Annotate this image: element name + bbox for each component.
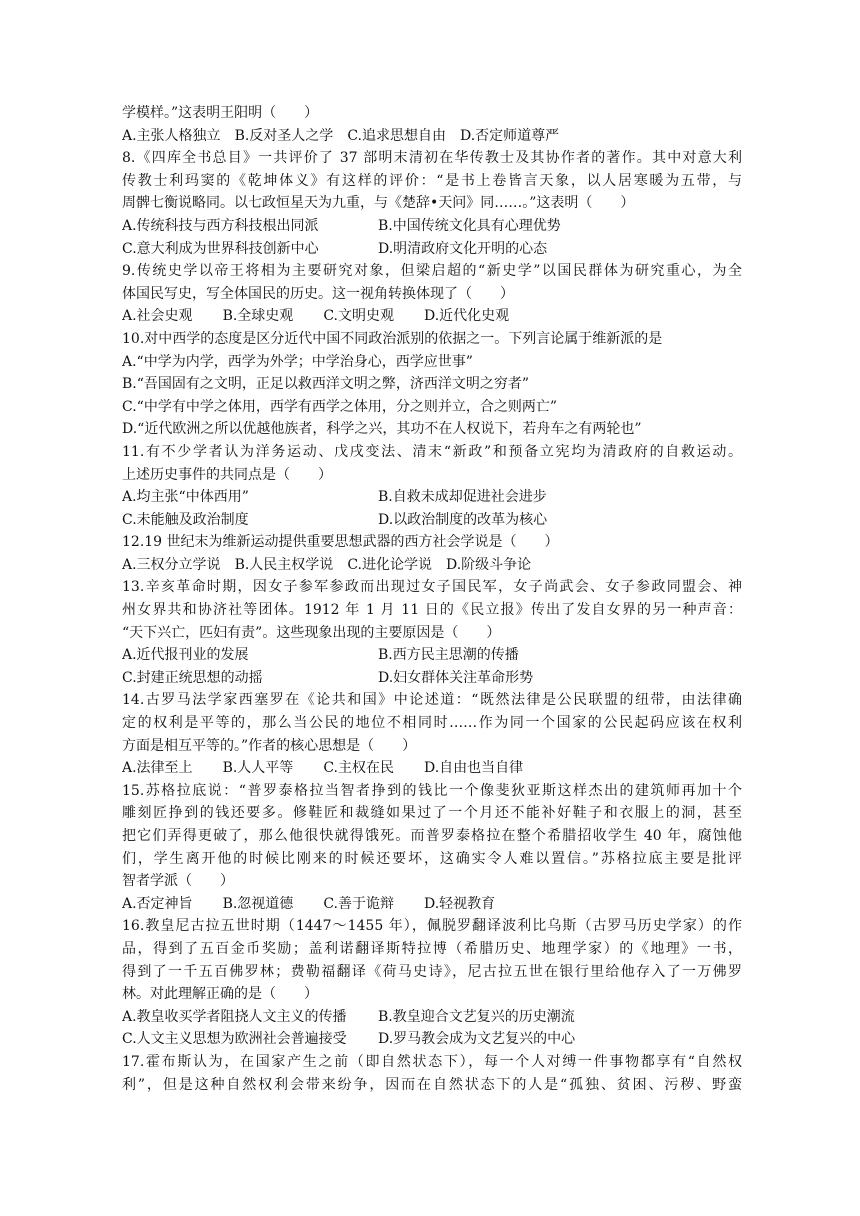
q12-option-a: A.三权分立学说 — [122, 556, 221, 573]
q15-option-d: D.轻视教育 — [423, 895, 496, 912]
q16-stem-line: 得到了一千五百佛罗林；费勒福翻译《荷马史诗》，尼古拉五世在银行里给他存入了一万佛罗 — [122, 963, 742, 980]
q8-option-c: C.意大利成为世界科技创新中心 — [122, 240, 319, 257]
q16-stem-line: 品，得到了五百金币奖励；盖利诺翻译斯特拉博（希腊历史、地理学家）的《地理》一书， — [122, 940, 742, 957]
q11-option-b: B.自救未成却促进社会进步 — [378, 489, 547, 506]
q8-option-a: A.传统科技与西方科技根出同派 — [122, 217, 319, 234]
q8-stem-line: 传教士利玛窦的《乾坤体义》有这样的评价：“是书上卷皆言天象，以人居寒暖为五带，与 — [122, 172, 742, 189]
q11-option-c: C.未能触及政治制度 — [122, 511, 249, 528]
q17-stem-line: 17.霍布斯认为，在国家产生之前（即自然状态下），每一个人对缚一件事物都享有“自然权 — [122, 1053, 742, 1070]
q15-option-a: A.否定神旨 — [122, 895, 193, 912]
q16-option-a: A.教皇收买学者阻挠人文主义的传播 — [122, 1008, 347, 1025]
q7-stem-line: 学模样。”这表明王阳明（ ） — [122, 105, 319, 121]
q16-option-c: C.人文主义思想为欧洲社会普遍接受 — [122, 1031, 347, 1048]
q16-stem-line: 林。对此理解正确的是（ ） — [122, 986, 318, 1003]
q14-option-b: B.人人平等 — [222, 760, 294, 777]
q15-stem-line: 15.苏格拉底说：“普罗泰格拉当智者挣到的钱比一个像斐狄亚斯这样杰出的建筑师再加十个 — [122, 782, 742, 799]
q15-option-b: B.忽视道德 — [222, 895, 294, 912]
q12-option-d: D.阶级斗争论 — [445, 556, 532, 573]
q10-option-d: D.“近代欧洲之所以优越他族者，科学之兴，其功不在人权说下，若舟车之有两轮也” — [122, 421, 642, 438]
q13-option-c: C.封建正统思想的动摇 — [122, 669, 263, 686]
q11-stem-line: 11.有不少学者认为洋务运动、戊戌变法、清末“新政”和预备立宪均为清政府的自救运动。 — [122, 443, 742, 460]
q14-option-a: A.法律至上 — [122, 760, 193, 777]
q13-option-d: D.妇女群体关注革命形势 — [378, 669, 534, 686]
q11-options-row — [122, 486, 742, 509]
q15-stem-line: 把它们弄得更破了，那么他很快就得饿死。而普罗泰格拉在整个希腊招收学生 40 年，腐蚀他 — [122, 828, 742, 844]
q9-stem-line: 9.传统史学以帝王将相为主要研究对象，但梁启超的“新史学”以国民群体为研究重心，为全 — [122, 263, 742, 280]
exam-page — [122, 102, 742, 1096]
q16-options-row — [122, 1028, 742, 1051]
q13-stem-line: 州女界共和协济社等团体。1912 年 1 月 11 日的《民立报》传出了发自女界的另一种声音： — [122, 602, 742, 619]
q9-option-c: C.文明史观 — [323, 308, 394, 325]
q14-stem-line: 14.古罗马法学家西塞罗在《论共和国》中论述道：“既然法律是公民联盟的纽带，由法律确 — [122, 692, 742, 709]
q8-option-b: B.中国传统文化具有心理优势 — [378, 217, 561, 234]
q12-option-b: B.人民主权学说 — [234, 556, 334, 573]
q9-option-b: B.全球史观 — [222, 308, 294, 325]
q13-stem-line: 13.辛亥革命时期，因女子参军参政而出现过女子国民军，女子尚武会、女子参政同盟会、神 — [122, 579, 742, 596]
q9-options — [122, 305, 742, 328]
q7-option-c: C.追求思想自由 — [347, 127, 446, 144]
q8-options-row — [122, 215, 742, 238]
q7-option-d: D.否定师道尊严 — [459, 127, 560, 144]
q9-option-d: D.近代化史观 — [423, 308, 510, 325]
q9-stem-line: 体国民写史，写全体国民的历史。这一视角转换体现了（ ） — [122, 285, 514, 302]
q15-options — [122, 893, 742, 916]
q13-stem-line: “天下兴亡，匹妇有责”。这些现象出现的主要原因是（ ） — [122, 624, 501, 641]
q16-stem-line: 16.教皇尼古拉五世时期（1447～1455 年），佩脱罗翻译波利比乌斯（古罗马历史学家）的作 — [122, 918, 742, 935]
q13-option-a: A.近代报刊业的发展 — [122, 647, 249, 664]
q7-options — [122, 125, 742, 148]
q14-option-d: D.自由也当自律 — [423, 760, 524, 777]
q14-stem-line: 方面是相互平等的。”作者的核心思想是（ ） — [122, 737, 417, 754]
q8-stem-line: 周髀七衡说略同。以七政恒星天为九重，与《楚辞•天问》同……。”这表明（ ） — [122, 195, 635, 212]
q11-options-row — [122, 509, 742, 532]
q12-options — [122, 554, 742, 577]
q8-options-row — [122, 238, 742, 261]
q14-options — [122, 757, 742, 780]
q13-options-row — [122, 644, 742, 667]
q15-stem-line: 雕刻匠挣到的钱还要多。修鞋匠和裁缝如果过了一个月还不能补好鞋子和衣服上的洞，甚至 — [122, 805, 742, 822]
q16-option-b: B.教皇迎合文艺复兴的历史潮流 — [378, 1008, 575, 1025]
q10-stem-line: 10.对中西学的态度是区分近代中国不同政治派别的依据之一。下列言论属于维新派的是 — [122, 330, 663, 347]
q16-options-row — [122, 1006, 742, 1029]
q8-option-d: D.明清政府文化开明的心态 — [378, 240, 548, 257]
q10-option-a: A.“中学为内学，西学为外学；中学治身心，西学应世事” — [122, 353, 473, 370]
q11-option-d: D.以政治制度的改革为核心 — [378, 511, 548, 528]
q13-options-row — [122, 667, 742, 690]
q10-option-c: C.“中学有中学之体用，西学有西学之体用，分之则并立，合之则两亡” — [122, 398, 557, 415]
q8-stem-line: 8.《四库全书总目》一共评价了 37 部明末清初在华传教士及其协作者的著作。其中对意大利 — [122, 150, 742, 167]
q13-option-b: B.西方民主思潮的传播 — [378, 647, 519, 664]
q11-option-a: A.均主张“中体西用” — [122, 489, 249, 506]
q14-stem-line: 定的权利是平等的，那么当公民的地位不相同时……作为同一个国家的公民起码应该在权利 — [122, 715, 742, 732]
q15-stem-line: 们，学生离开他的时候比刚来的时候还要坏，这确实令人难以置信。”苏格拉底主要是批评 — [122, 850, 742, 867]
q7-option-b: B.反对圣人之学 — [234, 127, 334, 144]
q9-option-a: A.社会史观 — [122, 308, 193, 325]
q12-option-c: C.进化论学说 — [347, 556, 432, 573]
q7-option-a: A.主张人格独立 — [122, 127, 221, 144]
q14-option-c: C.主权在民 — [323, 760, 394, 777]
q12-stem-line: 12.19 世纪末为维新运动提供重要思想武器的西方社会学说是（ ） — [122, 534, 559, 551]
q16-option-d: D.罗马教会成为文艺复兴的中心 — [378, 1031, 576, 1048]
q17-stem-line: 利”，但是这种自然权利会带来纷争，因而在自然状态下的人是“孤独、贫困、污秽、野蛮 — [122, 1076, 742, 1093]
q10-option-b: B.“吾国固有之文明，正足以救西洋文明之弊，济西洋文明之穷者” — [122, 376, 530, 393]
q15-option-c: C.善于诡辩 — [323, 895, 394, 912]
q15-stem-line: 智者学派（ ） — [122, 873, 234, 890]
q11-stem-line: 上述历史事件的共同点是（ ） — [122, 466, 332, 483]
